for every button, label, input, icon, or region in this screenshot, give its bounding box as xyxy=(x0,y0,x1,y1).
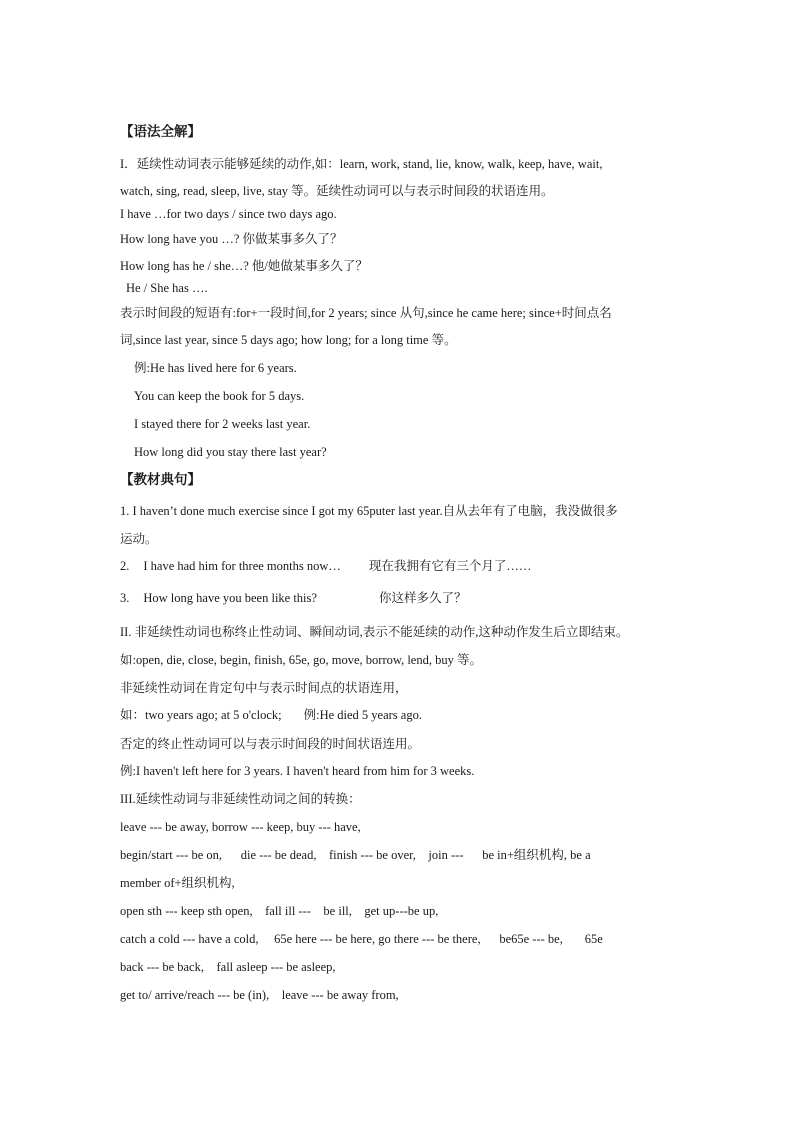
item-english: I have had him for three months now… xyxy=(143,559,341,573)
paragraph-line: 1. I haven’t done much exercise since I got my 65puter last year.自从去年有了电脑，我没做很多 xyxy=(120,504,618,518)
paragraph-line: 非延续性动词在肯定句中与表示时间点的状语连用， xyxy=(120,681,408,695)
example-line: 例:He has lived here for 6 years. xyxy=(134,361,297,375)
paragraph-line: 如:open, die, close, begin, finish, 65e, go, move, borrow, lend, buy 等。 xyxy=(120,653,482,667)
example-line: I stayed there for 2 weeks last year. xyxy=(134,417,311,431)
section-heading-grammar: 【语法全解】 xyxy=(120,124,201,139)
example-line: You can keep the book for 5 days. xyxy=(134,389,305,403)
paragraph-line: III.延续性动词与非延续性动词之间的转换： xyxy=(120,792,361,806)
paragraph-line: catch a cold --- have a cold, 65e here --- be here, go there --- be there, be65e --- be, 65e xyxy=(120,932,603,946)
paragraph-line: 表示时间段的短语有:for+一段时间,for 2 years; since 从句,since he came here; since+时间点名 xyxy=(120,306,612,320)
item-number: 3. xyxy=(120,591,130,605)
paragraph-line: open sth --- keep sth open, fall ill --- be ill, get up---be up, xyxy=(120,904,439,918)
paragraph-line xyxy=(120,707,422,723)
paragraph-line: 运动。 xyxy=(120,532,158,546)
example-line: How long has he / she…? 他/她做某事多久了？ xyxy=(120,259,368,273)
example-part: 如：two years ago; at 5 o'clock; xyxy=(120,708,282,722)
paragraph-line: I．延续性动词表示能够延续的动作,如：learn, work, stand, lie, know, walk, keep, have, wait, xyxy=(120,157,603,171)
item-english: How long have you been like this? xyxy=(143,591,317,605)
paragraph-line: 词,since last year, since 5 days ago; how long; for a long time 等。 xyxy=(120,333,457,347)
paragraph-line: 否定的终止性动词可以与表示时间段的时间状语连用。 xyxy=(120,737,421,751)
paragraph-line: II. 非延续性动词也称终止性动词、瞬间动词,表示不能延续的动作,这种动作发生后立即结束。 xyxy=(120,625,629,639)
paragraph-line: get to/ arrive/reach --- be (in), leave --- be away from, xyxy=(120,988,399,1002)
item-chinese: 你这样多久了？ xyxy=(378,591,467,605)
example-line: How long have you …? 你做某事多久了？ xyxy=(120,232,343,246)
section-heading-textbook: 【教材典句】 xyxy=(120,472,201,487)
example-line: He / She has …. xyxy=(126,281,208,295)
paragraph-line: back --- be back, fall asleep --- be asleep, xyxy=(120,960,336,974)
paragraph-line: begin/start --- be on, die --- be dead, finish --- be over, join --- be in+组织机构, be a xyxy=(120,848,591,862)
item-number: 2. xyxy=(120,559,130,573)
paragraph-line: watch, sing, read, sleep, live, stay 等。延续性动词可以与表示时间段的状语连用。 xyxy=(120,184,554,198)
example-line: I have …for two days / since two days ago. xyxy=(120,207,337,221)
paragraph-line: leave --- be away, borrow --- keep, buy --- have, xyxy=(120,820,361,834)
paragraph-line: member of+组织机构, xyxy=(120,876,235,890)
numbered-item xyxy=(120,590,466,606)
paragraph-line: 例:I haven't left here for 3 years. I haven't heard from him for 3 weeks. xyxy=(120,764,475,778)
numbered-item xyxy=(120,558,531,574)
example-line: How long did you stay there last year? xyxy=(134,445,327,459)
example-part: 例:He died 5 years ago. xyxy=(303,708,422,722)
item-chinese: 现在我拥有它有三个月了…… xyxy=(368,559,532,573)
